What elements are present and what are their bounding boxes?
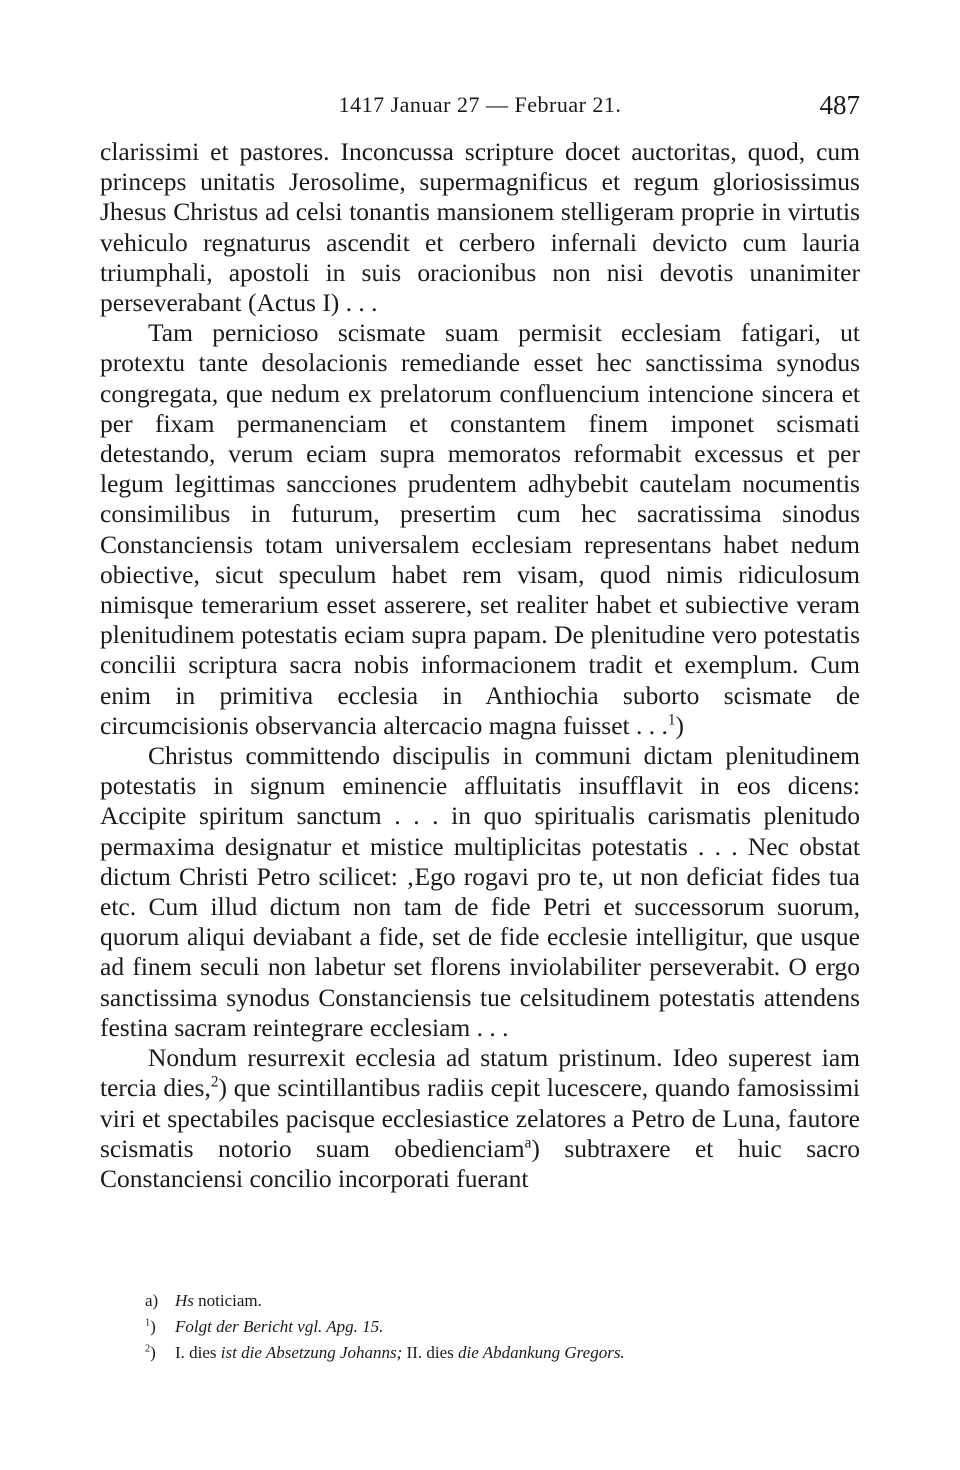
footnote-1-text: Folgt der Bericht vgl. Apg. 15. xyxy=(175,1317,384,1336)
paragraph-4-text-a: Nondum resurrexit ecclesia ad statum pristinum. Ideo superest iam tercia dies, xyxy=(100,1043,860,1103)
body-text xyxy=(100,137,860,1194)
footnote-1-mark xyxy=(145,1314,175,1340)
paragraph-4-text-b: ) que scintillantibus radiis cepit lucescere, quando famosissimi viri et spectabiles pacisque ecclesiastice zelatores a Petro de Luna, fautore scismatis notorio suam obedienciam xyxy=(100,1073,860,1163)
footnote-ref-1: 1 xyxy=(667,711,676,729)
footnotes xyxy=(145,1288,865,1366)
footnote-1-paren: ) xyxy=(150,1317,156,1336)
paragraph-1: clarissimi et pastores. Inconcussa scripture docet auctoritas, quod, cum princeps unitatis Jerosolime, supermagnificus et regum gloriosissimus Jhesus Christus ad celsi tonantis mansionem stelligeram proprie in virtutis vehiculo regnaturus ascendit et cerbero infernali devicto cum lauria triumphali, apostoli in suis oracionibus non nisi devotis unanimiter perseverabant (Actus I) . . . xyxy=(100,137,860,318)
footnote-2-mark xyxy=(145,1340,175,1366)
paragraph-4 xyxy=(100,1043,860,1194)
page-header xyxy=(0,90,960,130)
footnote-a-text: noticiam. xyxy=(198,1291,262,1310)
footnote-a xyxy=(145,1288,865,1314)
footnote-2-paren: ) xyxy=(150,1343,156,1362)
footnote-1 xyxy=(145,1314,865,1340)
footnote-1-number: 1 xyxy=(145,1317,151,1329)
paragraph-3: Christus committendo discipulis in communi dictam plenitudinem potestatis in signum eminencie affluitatis insufflavit in eos dicens: Accipite spiritum sanctum . . . in quo spiritualis carismatis plenitudo permaxima designatur et mistice multiplicitas potestatis . . . Nec obstat dictum Christi Petro scilicet: ‚Ego rogavi pro te, ut non deficiat fides tua etc. Cum illud dictum non tam de fide Petri et successorum suorum, quorum aliqui deviabant a fide, set de fide ecclesie intelligitur, que usque ad finem seculi non labetur set florens inviolabiliter perseverabit. O ergo sanctissima synodus Constanciensis tue celsitudinem potestatis attendens festina sacram reintegrare ecclesiam . . . xyxy=(100,741,860,1042)
running-title: 1417 Januar 27 — Februar 21. xyxy=(338,92,622,117)
footnote-2-plain-2: II. dies xyxy=(406,1343,454,1362)
footnote-2-number: 2 xyxy=(145,1343,151,1355)
footnote-2 xyxy=(145,1340,865,1366)
footnote-ref-a: a xyxy=(524,1134,532,1152)
footnote-a-siglum: Hs xyxy=(175,1291,194,1310)
footnote-ref-1-paren: ) xyxy=(675,710,685,740)
footnote-ref-2: 2 xyxy=(210,1073,219,1091)
page-number: 487 xyxy=(819,90,860,120)
footnote-2-italic-2: die Abdankung Gregors. xyxy=(458,1343,625,1362)
footnote-a-mark: a) xyxy=(145,1291,159,1310)
footnote-2-italic-1: ist die Absetzung Johanns; xyxy=(220,1343,403,1362)
paragraph-2-text: Tam pernicioso scismate suam permisit ecclesiam fatigari, ut protextu tante desolacionis remediande esset hec sanctissima synodus congregata, que nedum ex prelatorum confluencium intencione sincera et per fixam permanenciam et constantem finem imponet scismati detestando, verum eciam supra memoratos reformabit excessus et per legum legittimas sancciones prudentem adhybebit cautelam nocumentis consimilibus in futurum, presertim cum hec sacratissima sinodus Constanciensis totam universalem ecclesiam representans habet nedum obiective, sicut speculum habet rem visam, quod nimis ridiculosum nimisque temerarium esset asserere, set realiter habet et subiective veram plenitudinem potestatis eciam supra papam. De plenitudine vero potestatis concilii scriptura sacra nobis informacionem tradit et exemplum. Cum enim in primitiva ecclesia in Anthiochia suborto scismate de circumcisionis observancia altercacio magna fuisset . . . xyxy=(100,318,860,740)
paragraph-4-text-c: ) subtraxere et huic sacro Constanciensi concilio incorporati fuerant xyxy=(100,1133,860,1193)
paragraph-2 xyxy=(100,318,860,741)
footnote-2-plain-1: I. dies xyxy=(175,1343,217,1362)
